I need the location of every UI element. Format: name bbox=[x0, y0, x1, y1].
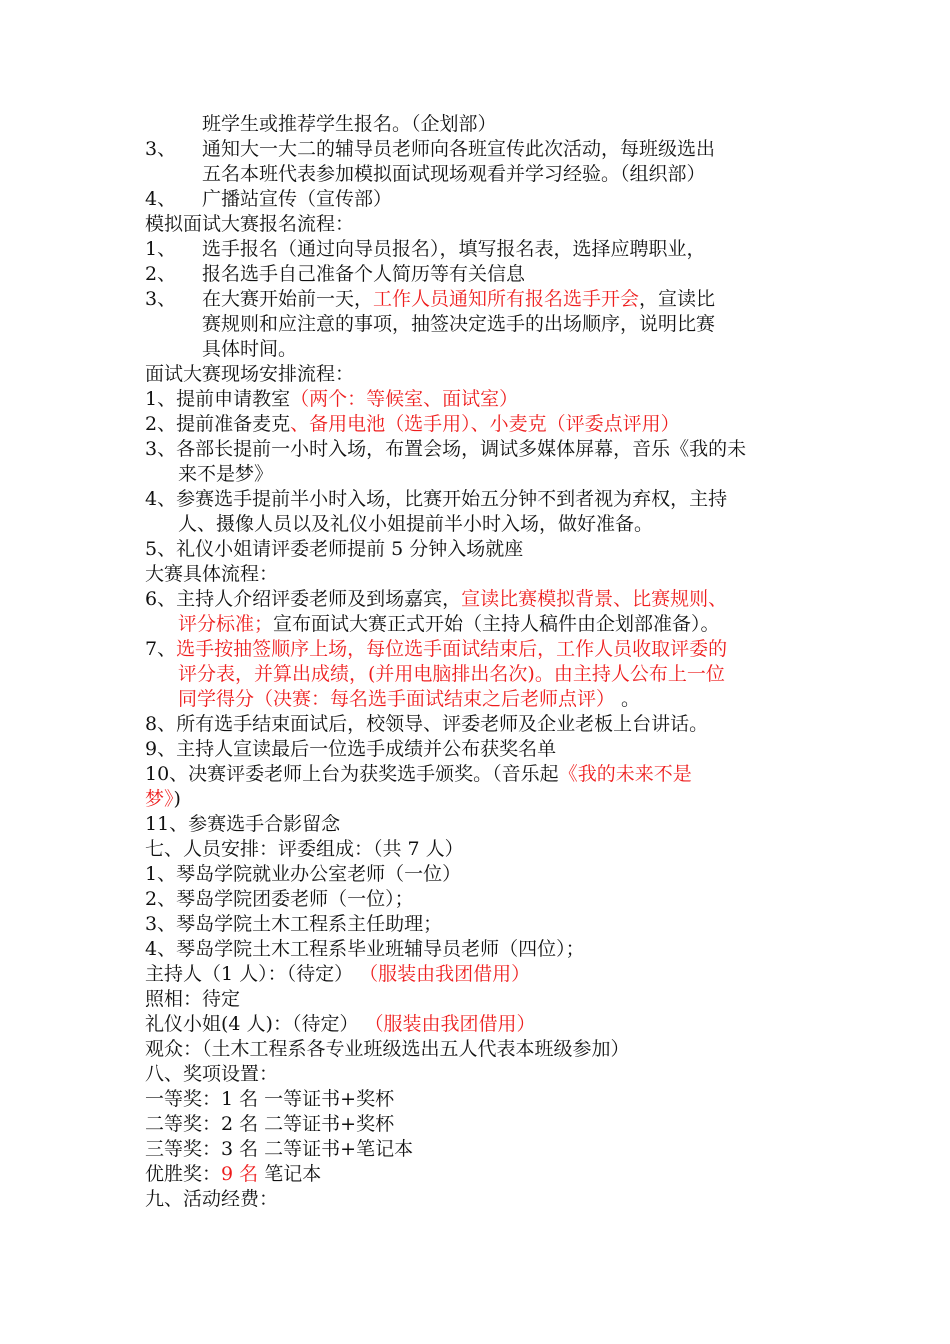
list-number: 2、 bbox=[145, 263, 177, 285]
text-line bbox=[145, 1037, 815, 1062]
highlighted-text: 宣读比赛模拟背景、比赛规则、 bbox=[461, 588, 728, 610]
text-line bbox=[202, 287, 817, 312]
highlighted-text: 评分表，并算出成绩，(并用电脑排出名次)。由主持人公布上一位 bbox=[178, 663, 725, 685]
highlighted-text: （服装由我团借用） bbox=[364, 1013, 536, 1035]
text-line bbox=[145, 762, 815, 787]
text-line bbox=[145, 912, 815, 937]
text-segment: 1、琴岛学院就业办公室老师（一位） bbox=[145, 863, 462, 885]
text-line bbox=[145, 1062, 815, 1087]
text-segment: 大赛具体流程： bbox=[145, 563, 279, 585]
text-line bbox=[145, 1012, 815, 1037]
text-line bbox=[145, 1087, 815, 1112]
highlighted-text: 工作人员通知所有报名选手开会 bbox=[373, 288, 640, 310]
text-line bbox=[145, 962, 815, 987]
text-segment: 在大赛开始前一天， bbox=[202, 288, 374, 310]
highlighted-text: 同学得分（决赛：每名选手面试结束之后老师点评） bbox=[178, 688, 616, 710]
text-segment: 八、奖项设置： bbox=[145, 1063, 279, 1085]
highlighted-text: 、备用电池（选手用）、小麦克（评委点评用） bbox=[290, 413, 680, 435]
text-line bbox=[145, 837, 815, 862]
highlighted-text: 评分标准； bbox=[178, 613, 274, 635]
text-segment: 具体时间。 bbox=[202, 338, 298, 360]
text-line bbox=[202, 262, 817, 287]
text-segment: 7、 bbox=[145, 638, 177, 660]
text-line bbox=[145, 887, 815, 912]
text-line bbox=[145, 1162, 815, 1187]
text-line bbox=[145, 1187, 815, 1212]
text-segment: 。 bbox=[615, 688, 641, 710]
text-segment: 10、决赛评委老师上台为获奖选手颁奖。（音乐起 bbox=[145, 763, 559, 785]
text-segment: 广播站宣传（宣传部） bbox=[202, 188, 393, 210]
text-segment: 三等奖：3 名 二等证书+笔记本 bbox=[145, 1138, 414, 1160]
text-line bbox=[202, 162, 872, 187]
text-line bbox=[202, 237, 817, 262]
text-line bbox=[145, 862, 815, 887]
text-segment: 主持人（1 人）：（待定） bbox=[145, 963, 360, 985]
text-line bbox=[145, 737, 815, 762]
list-number: 3、 bbox=[145, 288, 177, 310]
text-segment: 11、参赛选手合影留念 bbox=[145, 813, 341, 835]
list-number: 4、 bbox=[145, 188, 177, 210]
text-segment: 笔记本 bbox=[258, 1163, 322, 1185]
text-line bbox=[145, 362, 815, 387]
text-segment: 观众：（土木工程系各专业班级选出五人代表本班级参加） bbox=[145, 1038, 630, 1060]
list-number: 1、 bbox=[145, 238, 177, 260]
highlighted-text: 9 名 bbox=[221, 1163, 259, 1185]
text-line bbox=[145, 1112, 815, 1137]
text-segment: 班学生或推荐学生报名。（企划部） bbox=[202, 113, 497, 135]
highlighted-text: （两个：等候室、面试室） bbox=[290, 388, 519, 410]
text-line bbox=[145, 437, 815, 462]
text-line bbox=[145, 1137, 815, 1162]
text-segment: 3、各部长提前一小时入场，布置会场，调试多媒体屏幕，音乐《我的未 bbox=[145, 438, 747, 460]
text-segment: 五名本班代表参加模拟面试现场观看并学习经验。（组织部） bbox=[202, 163, 706, 185]
text-line bbox=[202, 112, 872, 137]
text-line bbox=[145, 387, 815, 412]
text-segment: 4、琴岛学院土木工程系毕业班辅导员老师（四位）； bbox=[145, 938, 585, 960]
text-segment: 6、主持人介绍评委老师及到场嘉宾， bbox=[145, 588, 462, 610]
text-line bbox=[145, 637, 815, 662]
highlighted-text: 选手按抽签顺序上场，每位选手面试结束后，工作人员收取评委的 bbox=[176, 638, 728, 660]
text-line bbox=[202, 337, 872, 362]
text-segment: 宣布面试大赛正式开始（主持人稿件由企划部准备）。 bbox=[273, 613, 720, 635]
text-segment: 照相：待定 bbox=[145, 988, 241, 1010]
text-line bbox=[202, 312, 872, 337]
text-segment: 2、提前准备麦克 bbox=[145, 413, 291, 435]
text-segment: 模拟面试大赛报名流程： bbox=[145, 213, 355, 235]
text-line bbox=[145, 562, 815, 587]
text-segment: 礼仪小姐(4 人)：（待定） bbox=[145, 1013, 365, 1035]
highlighted-text: （服装由我团借用） bbox=[359, 963, 531, 985]
text-line bbox=[145, 987, 815, 1012]
text-line bbox=[145, 937, 815, 962]
text-segment: 4、参赛选手提前半小时入场，比赛开始五分钟不到者视为弃权，主持 bbox=[145, 488, 728, 510]
text-line bbox=[145, 812, 815, 837]
highlighted-text: 《我的未来不是 bbox=[558, 763, 692, 785]
text-segment: 通知大一大二的辅导员老师向各班宣传此次活动，每班级选出 bbox=[202, 138, 716, 160]
highlighted-text: 梦》 bbox=[145, 788, 174, 810]
text-segment: 2、琴岛学院团委老师（一位）； bbox=[145, 888, 414, 910]
text-segment: 5、礼仪小姐请评委老师提前 5 分钟入场就座 bbox=[145, 538, 524, 560]
text-line bbox=[145, 212, 815, 237]
text-line bbox=[202, 137, 817, 162]
text-line bbox=[145, 487, 815, 512]
text-line bbox=[145, 537, 815, 562]
text-segment: 赛规则和应注意的事项，抽签决定选手的出场顺序，说明比赛 bbox=[202, 313, 716, 335]
text-line bbox=[145, 412, 815, 437]
text-line bbox=[178, 687, 848, 712]
text-segment: 1、提前申请教室 bbox=[145, 388, 291, 410]
text-segment: 面试大赛现场安排流程： bbox=[145, 363, 355, 385]
text-segment: 优胜奖： bbox=[145, 1163, 222, 1185]
text-segment: 报名选手自己准备个人简历等有关信息 bbox=[202, 263, 526, 285]
text-segment: 二等奖：2 名 二等证书+奖杯 bbox=[145, 1113, 395, 1135]
text-line bbox=[178, 512, 848, 537]
text-line bbox=[202, 187, 817, 212]
text-segment: 9、主持人宣读最后一位选手成绩并公布获奖名单 bbox=[145, 738, 557, 760]
text-segment: 8、所有选手结束面试后，校领导、评委老师及企业老板上台讲话。 bbox=[145, 713, 709, 735]
text-segment: ，宣读比 bbox=[639, 288, 716, 310]
text-line bbox=[145, 787, 815, 812]
text-line bbox=[145, 587, 815, 612]
text-segment: 七、人员安排：评委组成：（共 7 人） bbox=[145, 838, 464, 860]
text-segment: 选手报名（通过向导员报名），填写报名表，选择应聘职业， bbox=[202, 238, 706, 260]
text-segment: ) bbox=[173, 788, 181, 810]
text-segment: 一等奖：1 名 一等证书+奖杯 bbox=[145, 1088, 395, 1110]
text-segment: 3、琴岛学院土木工程系主任助理； bbox=[145, 913, 443, 935]
text-line bbox=[178, 462, 848, 487]
list-number: 3、 bbox=[145, 138, 177, 160]
text-segment: 人、摄像人员以及礼仪小姐提前半小时入场，做好准备。 bbox=[178, 513, 654, 535]
text-segment: 九、活动经费： bbox=[145, 1188, 279, 1210]
text-line bbox=[178, 612, 848, 637]
text-line bbox=[178, 662, 848, 687]
text-line bbox=[145, 712, 815, 737]
text-segment: 来不是梦》 bbox=[178, 463, 274, 485]
